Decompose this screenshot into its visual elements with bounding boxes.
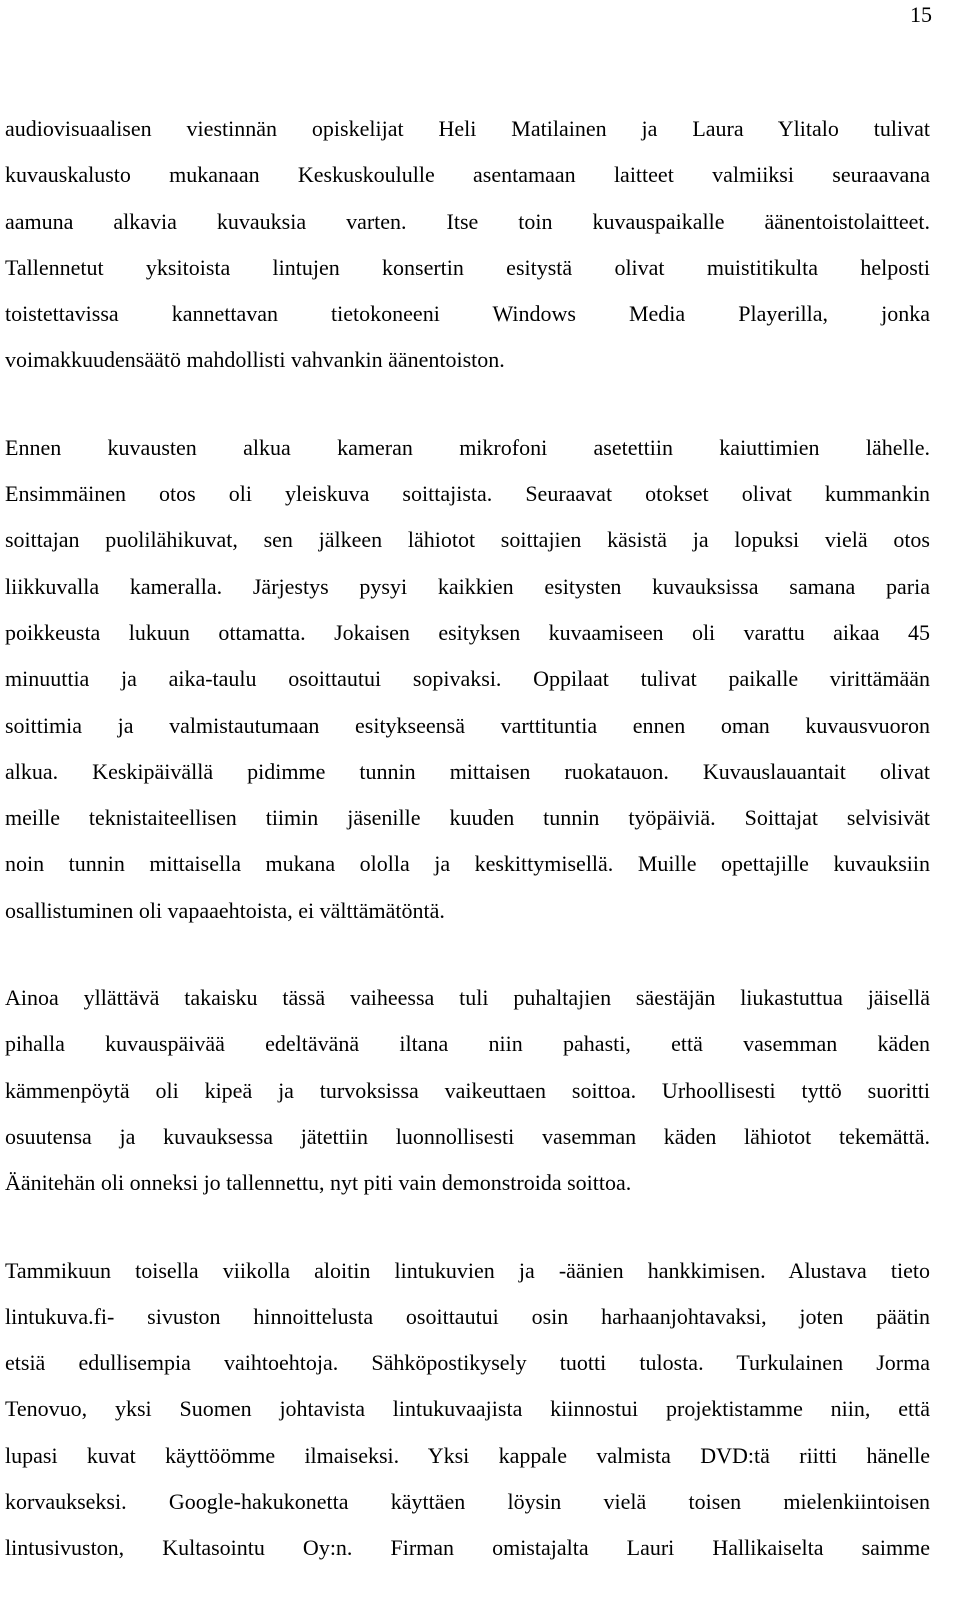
text-line: Ensimmäinen otos oli yleiskuva soittajista. Seuraavat otokset olivat kummankin bbox=[5, 481, 930, 507]
text-line: Tammikuun toisella viikolla aloitin lintukuvien ja -äänien hankkimisen. Alustava tieto bbox=[5, 1257, 930, 1283]
paragraph-4 bbox=[5, 1248, 930, 1572]
text-line: etsiä edullisempia vaihtoehtoja. Sähköpostikysely tuotti tulosta. Turkulainen Jorma bbox=[5, 1350, 930, 1376]
text-line: toistettavissa kannettavan tietokoneeni Windows Media Playerilla, jonka bbox=[5, 301, 930, 327]
text-line: kämmenpöytä oli kipeä ja turvoksissa vaikeuttaen soittoa. Urhoollisesti tyttö suoritti bbox=[5, 1077, 930, 1103]
paragraph-1 bbox=[5, 106, 930, 384]
text-line: meille teknistaiteellisen tiimin jäsenille kuuden tunnin työpäiviä. Soittajat selvisivät bbox=[5, 805, 930, 831]
paragraph-3 bbox=[5, 975, 930, 1206]
text-line: pihalla kuvauspäivää edeltävänä iltana niin pahasti, että vasemman käden bbox=[5, 1031, 930, 1057]
text-line: minuuttia ja aika-taulu osoittautui sopivaksi. Oppilaat tulivat paikalle virittämään bbox=[5, 666, 930, 692]
text-line: Tenovuo, yksi Suomen johtavista lintukuvaajista kiinnostui projektistamme niin, että bbox=[5, 1396, 930, 1422]
text-line: korvaukseksi. Google-hakukonetta käyttäen löysin vielä toisen mielenkiintoisen bbox=[5, 1489, 930, 1515]
body-text bbox=[5, 106, 930, 1613]
text-line: soittajan puolilähikuvat, sen jälkeen lähiotot soittajien käsistä ja lopuksi vielä otos bbox=[5, 527, 930, 553]
text-line: voimakkuudensäätö mahdollisti vahvankin äänentoiston. bbox=[5, 347, 505, 373]
text-line: audiovisuaalisen viestinnän opiskelijat Heli Matilainen ja Laura Ylitalo tulivat bbox=[5, 116, 930, 141]
text-line: kuvauskalusto mukanaan Keskuskoululle asentamaan laitteet valmiiksi seuraavana bbox=[5, 162, 930, 188]
text-line: Ennen kuvausten alkua kameran mikrofoni asetettiin kaiuttimien lähelle. bbox=[5, 434, 930, 460]
text-line: poikkeusta lukuun ottamatta. Jokaisen esityksen kuvaamiseen oli varattu aikaa 45 bbox=[5, 619, 930, 645]
text-line: lupasi kuvat käyttöömme ilmaiseksi. Yksi kappale valmista DVD:tä riitti hänelle bbox=[5, 1442, 930, 1468]
text-line: osallistuminen oli vapaaehtoista, ei välttämätöntä. bbox=[5, 897, 445, 923]
text-line: Tallennetut yksitoista lintujen konsertin esitystä olivat muistitikulta helposti bbox=[5, 254, 930, 280]
paragraph-2 bbox=[5, 425, 930, 934]
text-line: soittimia ja valmistautumaan esitykseensä varttituntia ennen oman kuvausvuoron bbox=[5, 712, 930, 738]
text-line: osuutensa ja kuvauksessa jätettiin luonnollisesti vasemman käden lähiotot tekemättä. bbox=[5, 1123, 930, 1149]
text-line: Ainoa yllättävä takaisku tässä vaiheessa tuli puhaltajien säestäjän liukastuttua jäisellä bbox=[5, 985, 930, 1011]
text-line: Äänitehän oli onneksi jo tallennettu, nyt piti vain demonstroida soittoa. bbox=[5, 1170, 632, 1196]
text-line: aamuna alkavia kuvauksia varten. Itse toin kuvauspaikalle äänentoistolaitteet. bbox=[5, 208, 930, 234]
text-line: noin tunnin mittaisella mukana ololla ja keskittymisellä. Muille opettajille kuvauksiin bbox=[5, 851, 930, 877]
text-line: alkua. Keskipäivällä pidimme tunnin mittaisen ruokatauon. Kuvauslauantait olivat bbox=[5, 758, 930, 784]
page-number: 15 bbox=[910, 2, 932, 27]
text-line: lintusivuston, Kultasointu Oy:n. Firman omistajalta Lauri Hallikaiselta saimme bbox=[5, 1535, 930, 1561]
text-line: liikkuvalla kameralla. Järjestys pysyi kaikkien esitysten kuvauksissa samana paria bbox=[5, 573, 930, 599]
text-line: lintukuva.fi- sivuston hinnoittelusta osoittautui osin harhaanjohtavaksi, joten päätin bbox=[5, 1303, 930, 1329]
